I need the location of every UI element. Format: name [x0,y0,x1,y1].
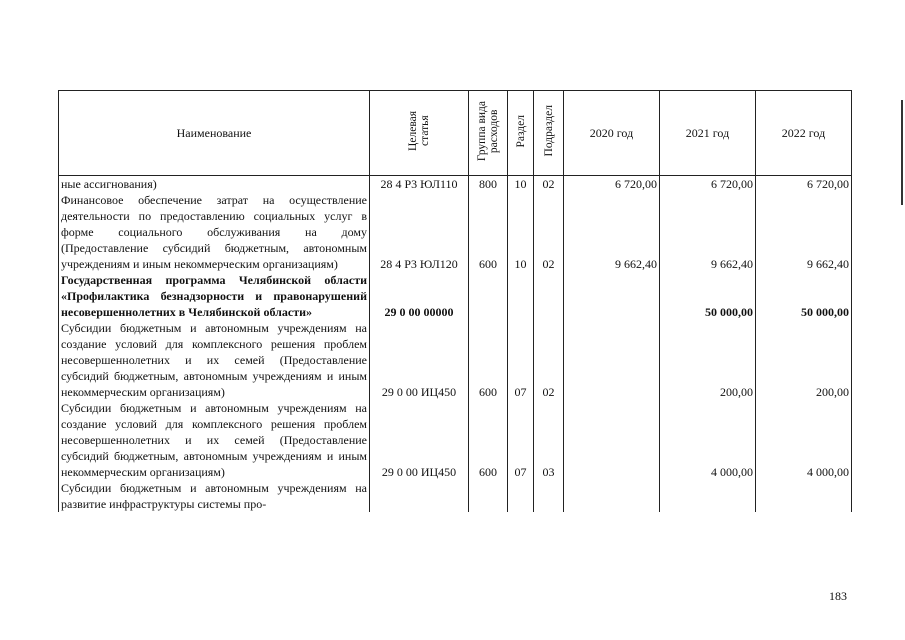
table-row [59,192,852,272]
row-target: 28 4 Р3 ЮЛ110 [370,176,469,193]
row-section: 07 [508,320,534,400]
row-section [508,272,534,320]
row-2021: 6 720,00 [660,176,756,193]
row-target [370,480,469,512]
row-subsection: 03 [534,400,564,480]
budget-table [58,90,852,512]
row-name: Субсидии бюджетным и автономным учреждениям на создание условий для комплексного решения проблем несовершеннолетних и их семей (Предоставление субсидий бюджетным, автономным учреждениям и иным некоммерческим организациям) [59,400,370,480]
row-group: 600 [469,400,508,480]
row-2021: 200,00 [660,320,756,400]
row-group: 800 [469,176,508,193]
table-row-continued [59,480,852,512]
header-section: Раздел [508,91,534,176]
table-row-program [59,272,852,320]
header-expense-group: Группа вида расходов [469,91,508,176]
row-subsection: 02 [534,192,564,272]
row-2020 [564,400,660,480]
table-header-row [59,91,852,176]
row-group: 600 [469,320,508,400]
row-2022: 4 000,00 [756,400,852,480]
row-2022 [756,480,852,512]
row-section: 10 [508,176,534,193]
row-target: 29 0 00 ИЦ450 [370,320,469,400]
row-2020: 6 720,00 [564,176,660,193]
scan-edge-mark [901,100,903,205]
header-year-2021: 2021 год [660,91,756,176]
row-target: 29 0 00 ИЦ450 [370,400,469,480]
row-2022: 6 720,00 [756,176,852,193]
row-2020: 9 662,40 [564,192,660,272]
row-group [469,272,508,320]
row-name: Субсидии бюджетным и автономным учреждениям на создание условий для комплексного решения проблем несовершеннолетних и их семей (Предоставление субсидий бюджетным, автономным учреждениям и иным некоммерческим организациям) [59,320,370,400]
row-2021 [660,480,756,512]
row-target: 28 4 Р3 ЮЛ120 [370,192,469,272]
row-name: Финансовое обеспечение затрат на осуществление деятельности по предоставлению социальных услуг в форме социального обслуживания на дому (Предоставление субсидий бюджетным, автономным учреждениям и иным некоммерческим организациям) [59,192,370,272]
header-year-2020: 2020 год [564,91,660,176]
row-2021: 9 662,40 [660,192,756,272]
row-2020 [564,480,660,512]
table-row [59,176,852,193]
table-row [59,400,852,480]
row-group: 600 [469,192,508,272]
row-subsection: 02 [534,176,564,193]
row-section: 10 [508,192,534,272]
row-section [508,480,534,512]
row-2022: 9 662,40 [756,192,852,272]
row-2020 [564,272,660,320]
row-name: ные ассигнования) [59,176,370,193]
row-2021: 50 000,00 [660,272,756,320]
header-subsection: Подраздел [534,91,564,176]
row-subsection [534,272,564,320]
row-2022: 200,00 [756,320,852,400]
row-name: Государственная программа Челябинской области «Профилактика безнадзорности и правонарушений несовершеннолетних в Челябинской области» [59,272,370,320]
header-year-2022: 2022 год [756,91,852,176]
page-number: 183 [829,589,847,603]
row-group [469,480,508,512]
row-2022: 50 000,00 [756,272,852,320]
row-target: 29 0 00 00000 [370,272,469,320]
header-name: Наименование [59,91,370,176]
row-name: Субсидии бюджетным и автономным учреждениям на развитие инфраструктуры системы про- [59,480,370,512]
row-subsection: 02 [534,320,564,400]
header-target-article: Целевая статья [370,91,469,176]
row-section: 07 [508,400,534,480]
row-subsection [534,480,564,512]
row-2020 [564,320,660,400]
table-row [59,320,852,400]
row-2021: 4 000,00 [660,400,756,480]
